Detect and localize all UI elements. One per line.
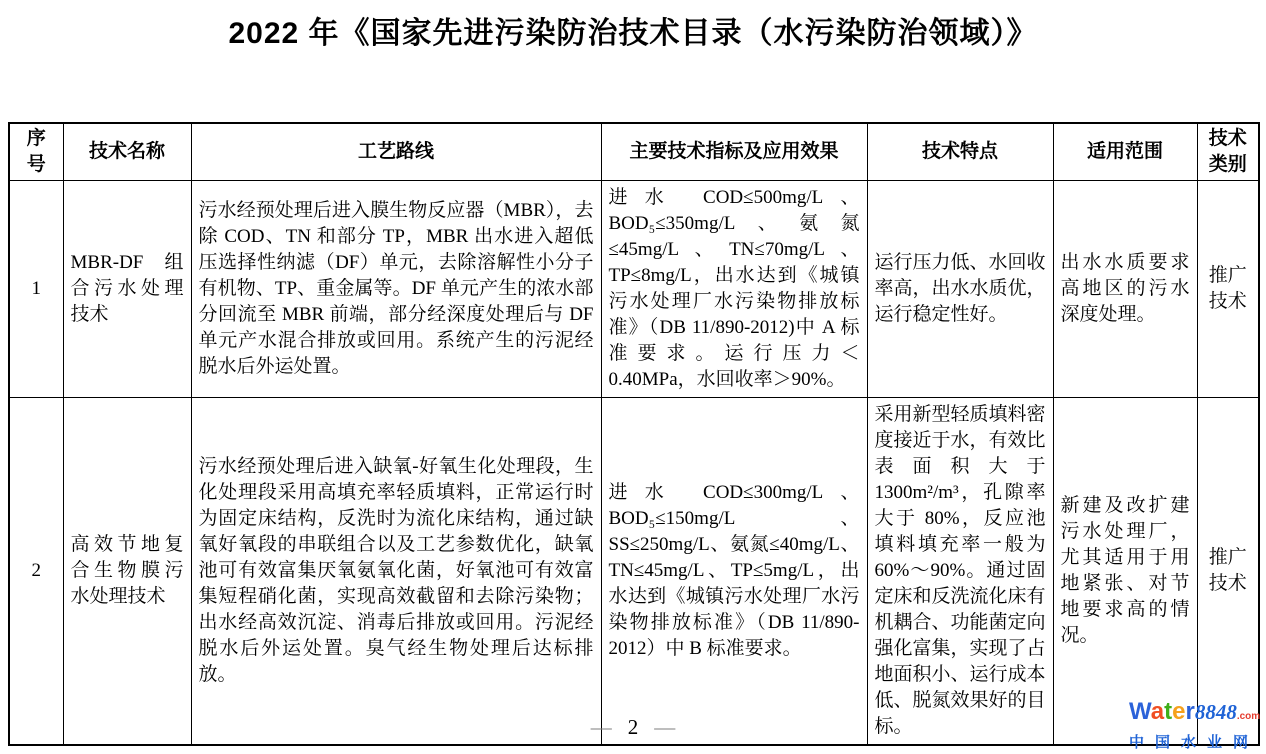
cell-indicators: 进水 COD≤500mg/L、BOD₅≤350mg/L、氨氮≤45mg/L、TN≤70mg/L、TP≤8mg/L，出水达到《城镇污水处理厂水污染物排放标准》（DB 11/890-2012)中 A 标准要求。运行压力＜0.40MPa，水回收率＞90%。 xyxy=(601,181,867,398)
col-header-category: 技术类别 xyxy=(1197,123,1259,181)
col-header-tech-name: 技术名称 xyxy=(63,123,191,181)
logo-tld: .com xyxy=(1236,711,1261,722)
footer-dash-left: — xyxy=(590,715,612,739)
col-header-process: 工艺路线 xyxy=(191,123,601,181)
col-header-indicators: 主要技术指标及应用效果 xyxy=(601,123,867,181)
cell-process: 污水经预处理后进入缺氧-好氧生化处理段，生化处理段采用高填充率轻质填料，正常运行时为固定床结构，反洗时为流化床结构，通过缺氧好氧段的串联组合以及工艺参数优化，缺氧池可有效富集厌氧氨氧化菌，好氧池可有效富集短程硝化菌，实现高效截留和去除污染物；出水经高效沉淀、消毒后排放或回用。污泥经脱水后外运处置。臭气经生物处理后达标排放。 xyxy=(191,398,601,746)
col-header-features: 技术特点 xyxy=(867,123,1053,181)
page-footer xyxy=(0,712,1266,742)
cell-scope: 出水水质要求高地区的污水深度处理。 xyxy=(1053,181,1197,398)
cell-process: 污水经预处理后进入膜生物反应器（MBR），去除 COD、TN 和部分 TP，MBR 出水进入超低压选择性纳滤（DF）单元，去除溶解性小分子有机物、TP、重金属等。DF 单元产生的浓水部分回流至 MBR 前端，部分经深度处理后与 DF 单元产水混合排放或回用。系统产生的污泥经脱水后外运处置。 xyxy=(191,181,601,398)
logo-letter-r: r xyxy=(1185,698,1195,725)
technology-catalog-table xyxy=(8,122,1260,746)
cell-features: 运行压力低、水回收率高，出水水质优，运行稳定性好。 xyxy=(867,181,1053,398)
logo-chinese-name: 中国水业网 xyxy=(1129,734,1260,751)
logo-letter-e: e xyxy=(1172,698,1186,725)
logo-number: 8848 xyxy=(1194,700,1237,724)
col-header-seq: 序号 xyxy=(9,123,63,181)
page-number: 2 xyxy=(627,715,639,739)
page-title: 2022 年《国家先进污染防治技术目录（水污染防治领域）》 xyxy=(228,17,1038,50)
header-row xyxy=(9,123,1259,181)
cell-category: 推广技术 xyxy=(1197,398,1259,746)
cell-seq: 1 xyxy=(9,181,63,398)
cell-indicators: 进水 COD≤300mg/L、BOD₅≤150mg/L、SS≤250mg/L、氨氮≤40mg/L、TN≤45mg/L、TP≤5mg/L，出水达到《城镇污水处理厂水污染物排放标准》（DB 11/890-2012）中 B 标准要求。 xyxy=(601,398,867,746)
logo-letter-t: t xyxy=(1164,698,1173,725)
logo-letter-w: W xyxy=(1129,698,1151,725)
logo-letter-a: a xyxy=(1150,698,1165,725)
water8848-logo xyxy=(1129,699,1261,752)
cell-features: 采用新型轻质填料密度接近于水，有效比表面积大于 1300m²/m³，孔隙率大于 80%，反应池填料填充率一般为 60%～90%。通过固定床和反洗流化床有机耦合、功能菌定向强化富集，实现了占地面积小、运行成本低、脱氮效果好的目标。 xyxy=(867,398,1053,746)
table-row xyxy=(9,181,1259,398)
cell-tech-name: 高效节地复合生物膜污水处理技术 xyxy=(63,398,191,746)
cell-scope: 新建及改扩建污水处理厂，尤其适用于用地紧张、对节地要求高的情况。 xyxy=(1053,398,1197,746)
logo-wordmark xyxy=(1129,699,1261,729)
col-header-scope: 适用范围 xyxy=(1053,123,1197,181)
footer-dash-right: — xyxy=(654,715,676,739)
cell-seq: 2 xyxy=(9,398,63,746)
cell-category: 推广技术 xyxy=(1197,181,1259,398)
cell-tech-name: MBR-DF 组合污水处理技术 xyxy=(63,181,191,398)
table-row xyxy=(9,398,1259,746)
